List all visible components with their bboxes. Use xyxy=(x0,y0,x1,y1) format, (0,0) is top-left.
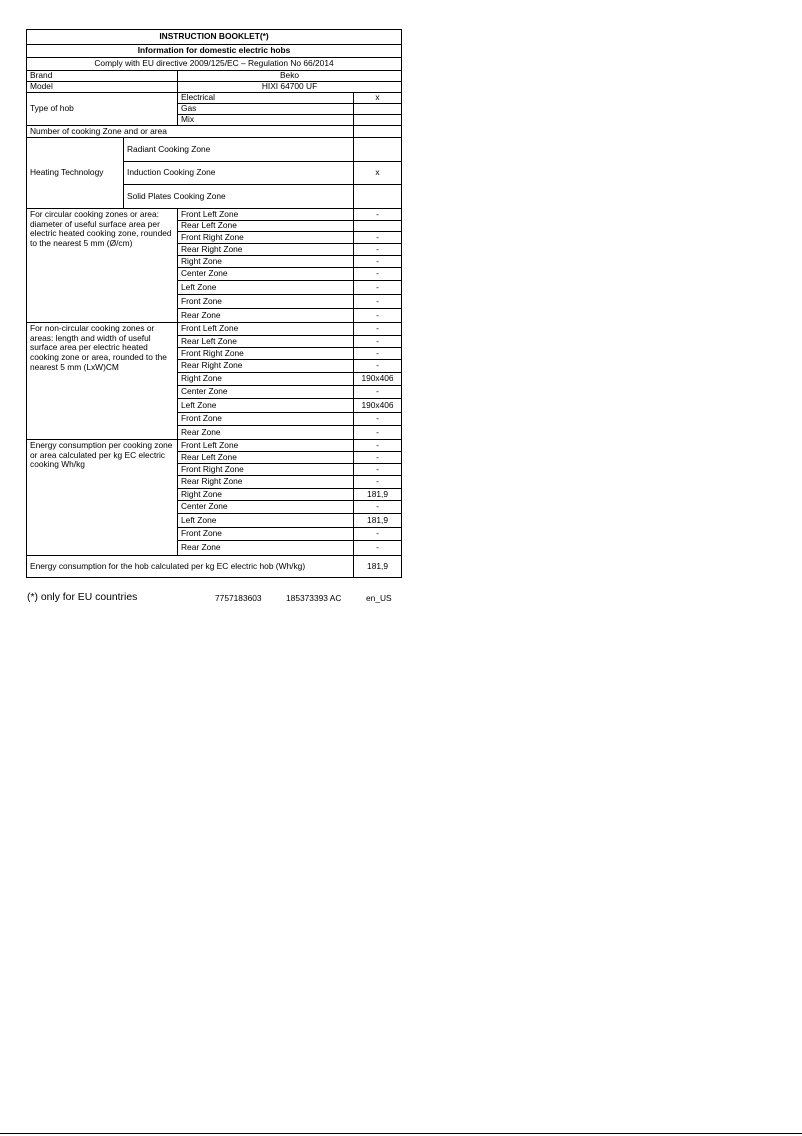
zone-name: Front Left Zone xyxy=(178,209,354,221)
heating-option: Induction Cooking Zone xyxy=(124,162,354,185)
page-bottom-rule xyxy=(0,1133,802,1134)
energy-zones-section xyxy=(27,440,402,556)
heating-mark: x xyxy=(354,162,402,185)
zone-name: Front Right Zone xyxy=(178,464,354,476)
heating-option: Solid Plates Cooking Zone xyxy=(124,185,354,209)
noncircular-zones-section xyxy=(27,323,402,440)
energy-total-label: Energy consumption for the hob calculated per kg EC electric hob (Wh/kg) xyxy=(27,556,354,578)
energy-zone-row xyxy=(27,440,402,452)
zone-name: Rear Left Zone xyxy=(178,221,354,232)
zone-value: - xyxy=(354,426,402,440)
zone-name: Left Zone xyxy=(178,281,354,295)
heating-option: Radiant Cooking Zone xyxy=(124,138,354,162)
model-value: HIXI 64700 UF xyxy=(178,82,402,93)
zone-value: - xyxy=(354,348,402,360)
zone-value: 190x406 xyxy=(354,373,402,386)
document-code: 7757183603 xyxy=(215,593,262,603)
energy-total-value: 181,9 xyxy=(354,556,402,578)
zone-name: Front Zone xyxy=(178,295,354,309)
zone-name: Center Zone xyxy=(178,501,354,514)
zone-name: Center Zone xyxy=(178,386,354,399)
zone-value: - xyxy=(354,386,402,399)
zone-value: 181,9 xyxy=(354,489,402,501)
zone-value: - xyxy=(354,541,402,556)
hob-type-mark xyxy=(354,104,402,115)
zone-name: Rear Zone xyxy=(178,309,354,323)
zone-value: - xyxy=(354,476,402,489)
zone-name: Front Left Zone xyxy=(178,440,354,452)
zone-name: Right Zone xyxy=(178,489,354,501)
brand-value: Beko xyxy=(178,71,402,82)
zone-value: - xyxy=(354,295,402,309)
zone-value: - xyxy=(354,309,402,323)
zone-name: Left Zone xyxy=(178,399,354,413)
zone-name: Rear Zone xyxy=(178,426,354,440)
zone-value: - xyxy=(354,244,402,256)
zone-name: Rear Right Zone xyxy=(178,360,354,373)
zone-value: - xyxy=(354,281,402,295)
zone-name: Rear Left Zone xyxy=(178,336,354,348)
hob-type-option: Electrical xyxy=(178,93,354,104)
zone-value: - xyxy=(354,256,402,268)
booklet-subtitle: Information for domestic electric hobs xyxy=(27,45,402,58)
zone-value: 181,9 xyxy=(354,514,402,528)
zone-value: - xyxy=(354,323,402,336)
zones-count-label: Number of cooking Zone and or area xyxy=(27,126,354,138)
hob-type-label: Type of hob xyxy=(27,93,178,126)
booklet-title: INSTRUCTION BOOKLET(*) xyxy=(27,30,402,45)
zone-name: Front Zone xyxy=(178,528,354,541)
circular-zone-row xyxy=(27,209,402,221)
zone-name: Center Zone xyxy=(178,268,354,281)
brand-label: Brand xyxy=(27,71,178,82)
zone-value: 190x406 xyxy=(354,399,402,413)
model-label: Model xyxy=(27,82,178,93)
heating-mark xyxy=(354,138,402,162)
zone-value: - xyxy=(354,268,402,281)
hob-type-option: Gas xyxy=(178,104,354,115)
zone-value: - xyxy=(354,528,402,541)
zone-value: - xyxy=(354,413,402,426)
heating-mark xyxy=(354,185,402,209)
circular-section-label: For circular cooking zones or area: diameter of useful surface area per electric heated cooking zone, rounded to the nearest 5 mm (Ø/cm) xyxy=(27,209,178,323)
heating-technology-label: Heating Technology xyxy=(27,138,124,209)
eu-note: (*) only for EU countries xyxy=(27,592,138,603)
hob-type-mark: x xyxy=(354,93,402,104)
zone-name: Rear Left Zone xyxy=(178,452,354,464)
zone-name: Front Zone xyxy=(178,413,354,426)
zone-value: - xyxy=(354,440,402,452)
hob-type-option: Mix xyxy=(178,115,354,126)
energy-label-sheet xyxy=(26,29,401,578)
zone-name: Right Zone xyxy=(178,256,354,268)
zone-value: - xyxy=(354,360,402,373)
zone-name: Front Right Zone xyxy=(178,348,354,360)
hob-type-mark xyxy=(354,115,402,126)
zone-value: - xyxy=(354,501,402,514)
revision-code: 185373393 AC xyxy=(286,593,342,603)
zone-name: Left Zone xyxy=(178,514,354,528)
zone-name: Rear Right Zone xyxy=(178,476,354,489)
energy-section-label: Energy consumption per cooking zone or area calculated per kg EC electric cooking Wh/kg xyxy=(27,440,178,556)
zone-value: - xyxy=(354,232,402,244)
zone-name: Rear Right Zone xyxy=(178,244,354,256)
zone-name: Rear Zone xyxy=(178,541,354,556)
noncircular-section-label: For non-circular cooking zones or areas: length and width of useful surface area per electric heated cooking zone or area, rounded to the nearest 5 mm (LxW)CM xyxy=(27,323,178,440)
circular-zones-section xyxy=(27,209,402,323)
zones-count-value xyxy=(354,126,402,138)
noncircular-zone-row xyxy=(27,323,402,336)
locale-code: en_US xyxy=(366,593,392,603)
zone-value: - xyxy=(354,464,402,476)
footer xyxy=(26,592,401,606)
zone-value: - xyxy=(354,209,402,221)
zone-name: Front Left Zone xyxy=(178,323,354,336)
zone-value xyxy=(354,221,402,232)
zone-name: Right Zone xyxy=(178,373,354,386)
zone-name: Front Right Zone xyxy=(178,232,354,244)
zone-value: - xyxy=(354,336,402,348)
zone-value: - xyxy=(354,452,402,464)
hob-info-table xyxy=(26,29,402,578)
directive-line: Comply with EU directive 2009/125/EC – Regulation No 66/2014 xyxy=(27,58,402,71)
